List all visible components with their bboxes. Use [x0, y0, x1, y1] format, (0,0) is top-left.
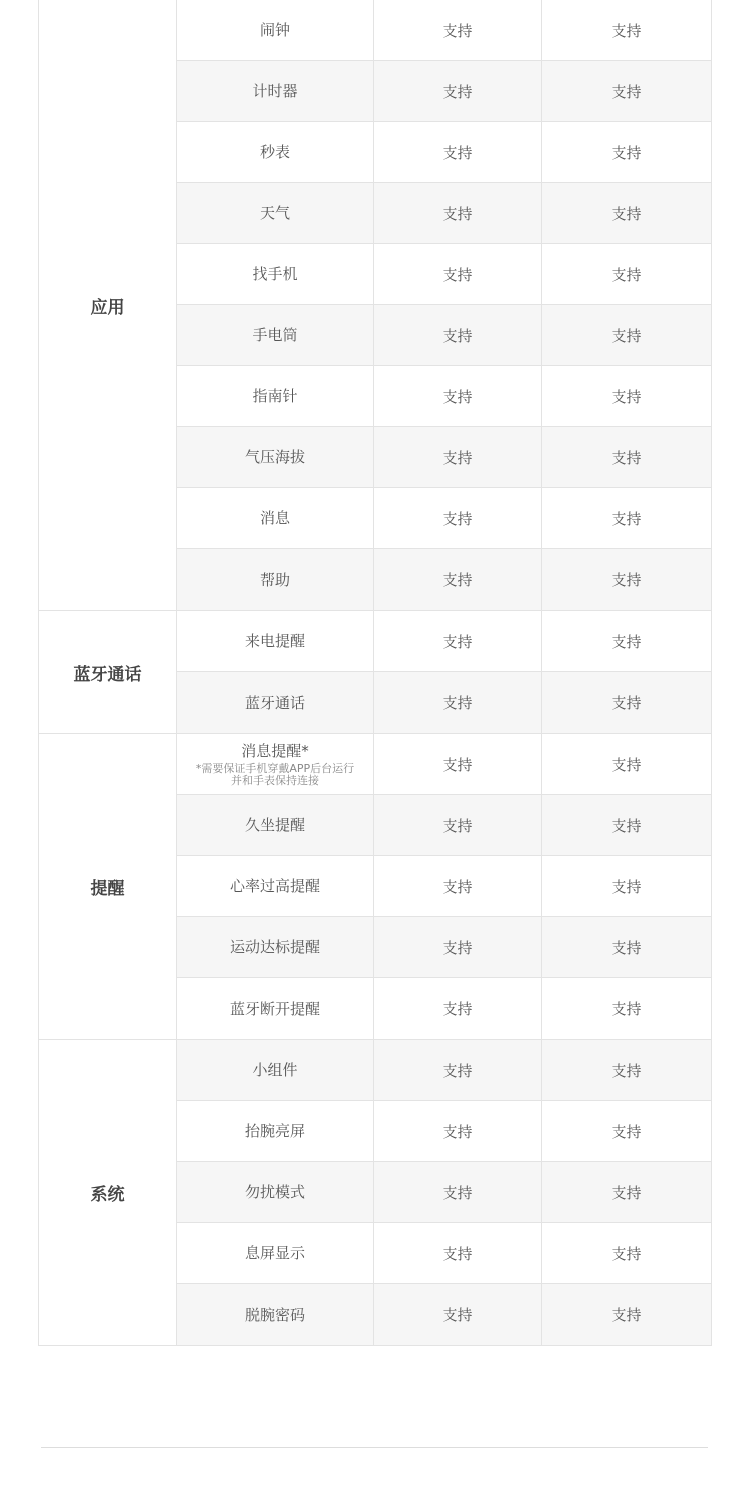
category-label: 系统 — [39, 1040, 177, 1345]
feature-footnote — [196, 763, 354, 787]
feature-name: 消息提醒* — [241, 741, 309, 760]
support-cell-model-a: 支持 — [374, 978, 542, 1039]
feature-name-cell — [177, 0, 374, 60]
category-group — [38, 611, 712, 734]
support-cell-model-b: 支持 — [611, 82, 642, 101]
feature-name: 脱腕密码 — [244, 1305, 305, 1324]
feature-name: 秒表 — [259, 143, 290, 161]
support-cell-model-a: 支持 — [374, 549, 542, 610]
feature-rows — [177, 734, 711, 1039]
support-cell-model-b: 支持 — [611, 877, 642, 896]
feature-name: 运动达标提醒 — [229, 938, 320, 956]
support-cell-model-a: 支持 — [374, 1284, 542, 1345]
category-group — [38, 0, 712, 611]
feature-name-cell — [177, 427, 374, 487]
support-cell-model-a: 支持 — [374, 672, 542, 733]
support-cell-model-a: 支持 — [374, 244, 542, 304]
support-cell-model-a: 支持 — [374, 183, 542, 243]
category-group — [38, 1040, 712, 1346]
table-row — [177, 1162, 711, 1223]
support-cell-model-a: 支持 — [374, 427, 542, 487]
feature-name-cell — [177, 795, 374, 855]
support-cell-model-a: 支持 — [374, 1223, 542, 1283]
support-cell-model-b: 支持 — [611, 509, 642, 528]
table-row — [177, 0, 711, 61]
feature-name: 小组件 — [252, 1061, 298, 1079]
support-cell-model-a: 支持 — [374, 1162, 542, 1222]
feature-name: 气压海拔 — [244, 448, 305, 466]
support-cell-model-b: 支持 — [611, 1000, 642, 1018]
footer-divider — [41, 1447, 708, 1448]
support-cell-model-a: 支持 — [374, 366, 542, 426]
feature-name: 久坐提醒 — [244, 816, 305, 834]
feature-name-cell — [177, 122, 374, 182]
feature-name: 消息 — [259, 509, 290, 527]
table-row — [177, 61, 711, 122]
support-cell-model-b: 支持 — [611, 21, 642, 40]
support-cell-model-b: 支持 — [611, 571, 642, 589]
feature-name-cell — [177, 549, 374, 610]
feature-name: 计时器 — [252, 82, 298, 100]
support-cell-model-a: 支持 — [374, 917, 542, 977]
table-row — [177, 1101, 711, 1162]
feature-name: 手电筒 — [252, 326, 298, 344]
support-cell-model-b: 支持 — [611, 448, 642, 467]
feature-name: 闹钟 — [259, 21, 290, 39]
support-cell-model-b: 支持 — [611, 1306, 642, 1324]
feature-name-cell — [177, 1162, 374, 1222]
category-group — [38, 734, 712, 1040]
support-cell-model-b: 支持 — [611, 694, 642, 712]
table-row — [177, 549, 711, 610]
feature-name-cell — [177, 734, 374, 794]
feature-name-cell — [177, 672, 374, 733]
table-row — [177, 1284, 711, 1345]
support-cell-model-b: 支持 — [611, 143, 642, 162]
table-row — [177, 366, 711, 427]
table-row — [177, 183, 711, 244]
support-cell-model-a: 支持 — [374, 1040, 542, 1100]
category-label: 蓝牙通话 — [39, 611, 177, 733]
support-cell-model-b: 支持 — [611, 632, 642, 651]
support-cell-model-b: 支持 — [611, 755, 642, 774]
feature-name: 息屏显示 — [244, 1244, 305, 1262]
feature-name-cell — [177, 611, 374, 671]
feature-name: 来电提醒 — [244, 632, 305, 650]
table-row — [177, 734, 711, 795]
support-cell-model-b: 支持 — [611, 265, 642, 284]
feature-name-cell — [177, 305, 374, 365]
feature-name-cell — [177, 856, 374, 916]
support-cell-model-a: 支持 — [374, 734, 542, 794]
support-cell-model-b: 支持 — [611, 1122, 642, 1141]
feature-name: 心率过高提醒 — [229, 877, 320, 895]
table-row — [177, 978, 711, 1039]
feature-name-cell — [177, 978, 374, 1039]
support-cell-model-a: 支持 — [374, 61, 542, 121]
feature-name: 指南针 — [252, 387, 298, 405]
table-row — [177, 1223, 711, 1284]
table-row — [177, 795, 711, 856]
support-cell-model-a: 支持 — [374, 488, 542, 548]
feature-spec-table — [38, 0, 712, 1346]
feature-name-cell — [177, 1101, 374, 1161]
table-row — [177, 917, 711, 978]
table-row — [177, 672, 711, 733]
feature-footnote-line: *需要保证手机穿戴APP后台运行 — [195, 761, 355, 775]
table-row — [177, 122, 711, 183]
feature-name: 蓝牙断开提醒 — [229, 999, 320, 1018]
support-cell-model-a: 支持 — [374, 0, 542, 60]
support-cell-model-b: 支持 — [611, 387, 642, 406]
table-row — [177, 488, 711, 549]
support-cell-model-b: 支持 — [611, 816, 642, 835]
feature-name-cell — [177, 1284, 374, 1345]
support-cell-model-a: 支持 — [374, 795, 542, 855]
support-cell-model-a: 支持 — [374, 611, 542, 671]
feature-name-cell — [177, 1223, 374, 1283]
feature-rows — [177, 1040, 711, 1345]
table-row — [177, 244, 711, 305]
support-cell-model-b: 支持 — [611, 326, 642, 345]
feature-name: 找手机 — [252, 265, 298, 283]
feature-rows — [177, 0, 711, 610]
table-row — [177, 427, 711, 488]
support-cell-model-a: 支持 — [374, 1101, 542, 1161]
feature-name-cell — [177, 1040, 374, 1100]
feature-name-cell — [177, 917, 374, 977]
support-cell-model-b: 支持 — [611, 1244, 642, 1263]
feature-name: 抬腕亮屏 — [244, 1122, 305, 1140]
feature-footnote-line: 并和手表保持连接 — [230, 773, 319, 787]
feature-name-cell — [177, 244, 374, 304]
category-label: 提醒 — [39, 734, 177, 1039]
feature-name-cell — [177, 183, 374, 243]
feature-name: 蓝牙通话 — [244, 693, 305, 712]
feature-name: 帮助 — [259, 570, 290, 589]
support-cell-model-a: 支持 — [374, 856, 542, 916]
feature-name-cell — [177, 366, 374, 426]
table-row — [177, 611, 711, 672]
table-row — [177, 856, 711, 917]
feature-name-cell — [177, 61, 374, 121]
support-cell-model-a: 支持 — [374, 305, 542, 365]
category-label: 应用 — [39, 0, 177, 610]
table-row — [177, 1040, 711, 1101]
support-cell-model-b: 支持 — [611, 1183, 642, 1202]
feature-name-cell — [177, 488, 374, 548]
table-row — [177, 305, 711, 366]
support-cell-model-a: 支持 — [374, 122, 542, 182]
feature-name: 天气 — [259, 204, 290, 222]
support-cell-model-b: 支持 — [611, 938, 642, 957]
support-cell-model-b: 支持 — [611, 204, 642, 223]
support-cell-model-b: 支持 — [611, 1061, 642, 1080]
feature-rows — [177, 611, 711, 733]
feature-name: 勿扰模式 — [244, 1183, 305, 1201]
